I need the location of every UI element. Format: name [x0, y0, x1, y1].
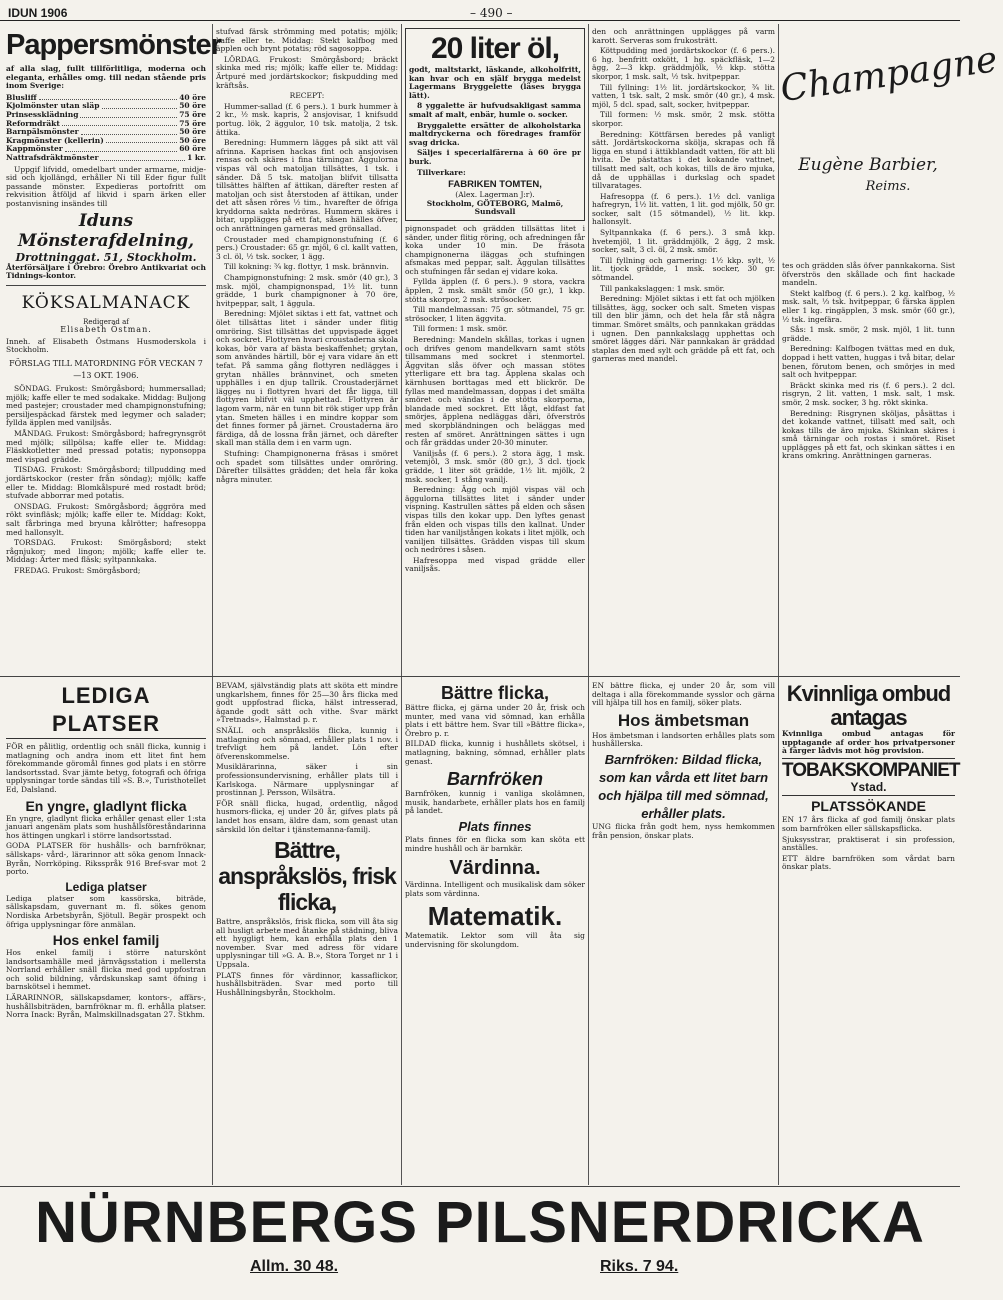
classified-ad: BILDAD flicka, kunnig i hushållets skötsel, i matlagning, bakning, sömnad, erhåller plats genast. — [405, 739, 585, 766]
column-4-paragraph: Beredning: Mjölet siktas i ett fat och mjölken tillsättes, ägg, socker och salt. Smeten vispas till den blir jämn, och det hela får stå några timmar. Smöret smälts, och pannkakan gräddas i ugnen. Den pannkakslagg upphettas och smöret lägges däri. När pannkakan är gräddad staplas den med sylt och grädde på ett fat, och garneras med mandel. — [592, 294, 775, 364]
menu-day: TORSDAG. Frukost: Smörgåsbord; stekt rågnjukor; med lingon; mjölk; kaffe eller te. Middag: Ärter med fläsk; syltpannkaka. — [6, 538, 206, 565]
editor-name: Elisabeth Östman. — [60, 325, 152, 335]
column-3-paragraph: Beredning: Ägg och mjöl vispas väl och äggulorna tillsättes litet i sänder under vispning. Kastrullen sättes på elden och såsen vispas tills den kokar upp. Den lyftes genast från elden och vispas tills den kallnat. Under tiden har vaniljstången kokats i litet mjölk, och vaniljen tillsättes. Grädden vispas till skum och nedröres i såsen. — [405, 485, 585, 555]
editor-owner: Inneh. af Elisabeth Östmans Husmoderskola i Stockholm. — [6, 336, 206, 355]
platssokande-title: PLATSSÖKANDE — [782, 795, 955, 816]
classified-ad: Bättre flicka, ej gärna under 20 år, frisk och munter, med vana vid sömnad, kan erhålla plats i ett bättre hem. Svar till »Bättre flicka», Örebro p. r. — [405, 703, 585, 738]
column-5-paragraph: Stekt kalfbog (f. 6 pers.). 2 kg. kalfbog, ½ msk. salt, ⅓ tsk. hvitpeppar, 6 färska äpplen eller 1 kg. ringäpplen, 3 msk. smör (60 gr.), ½ tsk. ingefära. — [782, 288, 955, 324]
menu-day: MÅNDAG. Frukost: Smörgåsbord; hafregrynsgröt med mjölk; sillpölsa; kaffe eller te. Middag: Fläskkotletter med pressad potatis; nyponsoppa med vispad grädde. — [6, 429, 206, 464]
column-2-paragraph: stufvad färsk strömming med potatis; mjölk; kaffe eller te. Middag: Stekt kalfbog med äpplen och brynt potatis; röd sagosoppa. — [216, 27, 398, 54]
price-item: Reformdräkt 75 öre — [6, 118, 206, 128]
column-3-paragraph: Vaniljsås (f. 6 pers.). 2 stora ägg, 1 msk. vetemjöl, 3 msk. smör (80 gr.), 3 dcl. tjock grädde, 1 liter söt grädde, 1½ lit. mjölk, 2 msk. socker, 1 stång vanilj. — [405, 448, 585, 484]
column-5 — [782, 262, 955, 674]
column-rule-6 — [401, 680, 402, 1185]
classified-ad: Barnfröken, kunnig i vanliga skolämnen, musik, handarbete, erhåller plats hos en familj på landet. — [405, 789, 585, 816]
pattern-ad-intro: af alla slag, fullt tillförlitliga, moderna och eleganta, erhålles omg. till nedan stående pris inom Sverige: — [6, 64, 206, 91]
recipe-paragraph: Beredning: Mjölet siktas i ett fat, vattnet och ölet tillsättas litet i sänder under flitig omröring. Sist tillsättas det uppvispade ägget och sockret. Flottyren hvari croustaderna skola kokas, bör vara af bästa beskaffenhet; grytan, som användes härtill, bör ej vara vidare än ett tefat. På samma gång flottyren nedlägges i grytan nhälles brännvinet, och smeten upphälles i en djup tallrik. Croustaderjärnet läggeș nu i flottyren hvari det får ligga, till flottyren blifvit väl upphettad. Flottyren är lagom varm, när en tunn bit rök stiger upp från ytan. Smeten hälles i en mindre koppar som det finnes former på järnet. Croustaderna äro färdiga, då de lossna från järnet, och därefter skall man ställa dem i en varm ugn. — [216, 309, 398, 448]
column-rule-7 — [588, 680, 589, 1185]
classified-ad: Hos ämbetsman i landsorten erhålles plats som hushållerska. — [592, 730, 775, 749]
classifieds-col-4 — [592, 682, 775, 1182]
classified-ad: GODA PLATSER för hushålls- och barnfröknar, sällskaps- vård-, lärarinnor att söka genom Innack-Byrån, Norrköping. Riksspråk 916 Bref-svar mot 2 porto. — [6, 841, 206, 877]
price-item: Prinsessklädning 75 öre — [6, 109, 206, 119]
classified-ad: PLATS finnes för värdinnor, kassaflickor, hushållsbiträden. Svar med porto till Hushållningsbyrån, Stockholm. — [216, 970, 398, 997]
column-1 — [6, 28, 221, 674]
divider — [6, 285, 206, 286]
bottom-ad-phone-left: Allm. 30 48. — [250, 1258, 339, 1275]
column-5-paragraph: Bräckt skinka med ris (f. 6 pers.). 2 dcl. risgryn, 2 lit. vatten, 1 msk. salt, 1 msk. smör, 2 msk. socker, 3 hg. rökt skinka. — [782, 380, 955, 407]
beer-ad-body: godt, maltstarkt, läskande, alkoholfritt, kan hvar och en själf brygga medelst Lagermans Bryggelette (läses brygga lätt). — [409, 65, 581, 100]
ad-heading: En yngre, gladlynt flicka — [25, 797, 187, 814]
beer-ad-text: Säljes i specerialfärerna à 60 öre pr burk. — [409, 148, 581, 166]
column-5-paragraph: Beredning: Kalfbogen tvättas med en duk, doppad i hett vatten, huggas i två bitar, delar benen, förutom benen, och smörjes in med salt och hvitpeppar. — [782, 344, 955, 380]
ad-heading: Bättre, anspråkslös, frisk flicka, — [218, 837, 396, 916]
classified-ad: Battre, anspråkslös, frisk flicka, som vill åta sig all husligt arbete med åtanke på städning, bliva ett hyggligt hem, kan erhålla plats den 1 november. Svar med adress för vidare upplysningar till »G. A. B.», Stora Torget nr 1 i Uppsala. — [216, 917, 398, 970]
lediga-platser-title: LEDIGA PLATSER — [6, 682, 206, 739]
column-3-paragraph: Fyllda äpplen (f. 6 pers.). 9 stora, vackra äpplen, 2 msk. smält smör (50 gr.), 1 kkp. stötta skorpor, 2 msk. strösocker. — [405, 277, 585, 304]
recipe-paragraph: Stufning: Champignonerna fräsas i smöret och spadet som tillsättes under omröring. Därefter tillsättes grädden; det hela får koka några minuter. — [216, 448, 398, 484]
classified-ad: Hos enkel familj i större naturskönt landsortsamhälle med järnvägsstation i mellersta Norrland erhåller snäll flicka med god uppfostran och solid bildning, vårdskunskap samt öfning i barnskötsel i hemmet. — [6, 948, 206, 992]
section-rule — [0, 676, 960, 677]
price-item: Kappmönster 60 öre — [6, 144, 206, 154]
column-2 — [216, 28, 398, 674]
beer-ad — [405, 28, 585, 221]
price-item: Kjolmönster utan släp 50 öre — [6, 101, 206, 111]
beer-ad-maker: FABRIKEN TOMTEN, — [448, 179, 542, 191]
kitchen-title: KÖKSALMANACK — [21, 292, 191, 313]
beer-ad-cities: Stockholm, GÖTEBORG, Malmö, Sundsvall — [426, 198, 564, 217]
classified-ad: Sjuksysstrar, praktiserat i sin profession, anställes. — [782, 834, 955, 853]
beer-ad-text: Bryggalette ersätter de alkoholstarka maltdryckerna och föredrages framför svag dricka. — [409, 120, 581, 147]
classified-ad: FÖR snäll flicka, hugad, ordentlig, någod husmors-flicka, ej under 20 år, gifves plats på landet hos ensam, äldre dam, som genast utan särskild lön deltar i tjänstemanna-familj. — [216, 798, 398, 834]
menu-day: TISDAG. Frukost: Smörgåsbord; tillpudding med jordärtskockor (rester från söndag); mjölk; kaffe eller te. Middag: Blomkålspuré med rostadt bröd; stufvade abborrar med potatis. — [6, 465, 206, 501]
classified-ad: En yngre, gladlynt flicka erhåller genast eller 1:sta januari angenäm plats som hushållsföreståndarinna hos ättingen ungkarl i större landsortsstad. — [6, 813, 206, 840]
tobak-title: TOBAKSKOMPANIET — [782, 759, 960, 781]
ad-heading: Matematik. — [427, 901, 563, 932]
column-4 — [592, 28, 775, 674]
column-4-paragraph: Hafresoppa (f. 6 pers.). 1½ dcl. vanliga hafregryn, 1½ lit. vatten, 1 lit. god mjölk, 50 gr. socker, salt (15 sötmandel), ½ lit. kkp. hallonsylt. — [592, 191, 775, 227]
column-rule-8 — [778, 680, 779, 1185]
column-4-paragraph: Till fyllning och garnering: 1½ kkp. sylt, ½ lit. tjock grädde, 1 msk. socker, 30 gr. sötmandel. — [592, 255, 775, 283]
recipe-paragraph: Croustader med champignonstufning (f. 6 pers.) Croustader: 65 gr. mjöl, 6 cl. kallt vatten, 3 cl. öl, ½ tsk. socker, 1 ägg. — [216, 234, 398, 261]
classified-ad: EN bättre flicka, ej under 20 år, som vill deltaga i alla förekommande sysslor och gärna vill hjälpa till hos en familj, söker plats. — [592, 681, 775, 708]
pattern-address: Drottninggat. 51, Stockholm. — [15, 250, 197, 264]
pattern-company: Iduns Mönsterafdelning, — [17, 210, 195, 251]
column-3 — [405, 28, 585, 674]
editor-label: Redigerad af — [83, 317, 129, 326]
classifieds-col-1 — [6, 682, 206, 1182]
classifieds-col-2 — [216, 682, 398, 1182]
column-4-paragraph: Köttpudding med jordärtskockor (f. 6 pers.). 6 hg. benfritt oxkött, 1 hg. späckfläsk, 1—2 ägg, 2—3 kkp. gräddmjölk, ½ kkp. stötta skorpor, 1 msk. salt, ½ tsk. hvitpeppar. — [592, 46, 775, 81]
classified-ad: Kvinnliga ombud antagas för upptagande af order hos privatpersoner à färger lådvis mot hög provision. — [782, 729, 955, 756]
champagne-word: Champagne — [777, 39, 1000, 111]
menu-day: FREDAG. Frukost: Smörgåsbord; — [14, 565, 141, 575]
classified-ad: LÄRARINNOR, sällskapsdamer, kontors-, affärs-, hushållsbiträden, barnfröknar m. fl. erhålla platser. Norra Inack: Byrån, Malmskillnadsgatan 27. Stkhm. — [6, 993, 206, 1020]
recipe-paragraph: Beredning: Hummern lägges på sikt att väl afrinna. Kaprisen hackas fint och ansjovisen rensas och skäres i fina tärningar. Äggulorna vispas väl och matoljan tillsättes, 1 tsk. i sänder. Då 5 tsk. matoljan blifvit tillsatta tillsättes hälften af ättikan, därefter resten af matoljan och sist återstoden af ättikan, under det att såsen röres ½ tim., hvarefter de öfriga kryddorna sakta nedröras. Hummern skäres i bitar, uppläggeș på ett fat, såsen hälles öfver, och anrättningen garneras med grönsallad. — [216, 138, 398, 234]
classified-ad: SNÄLL och anspråkslös flicka, kunnig i matlagning och sömnad, erhåller plats 1 nov. i trefvligt hem på landet. Lön efter öfverenskommelse. — [216, 725, 398, 761]
price-item: Nattrafsdräktmönster 1 kr. — [6, 152, 206, 162]
classified-ad: Matematik. Lektor som vill åta sig undervisning för skolungdom. — [405, 931, 585, 949]
column-3-paragraph: Hafresoppa med vispad grädde eller vaniljsås. — [405, 555, 585, 574]
menu-day: SÖNDAG. Frukost: Smörgåsbord; hummersallad; mjölk; kaffe eller te med sodakake. Middag: Buljong med pastejer; croustader med champignonstufning; persiljespäckad färstek med legymer och salader; fyllda äpplen med vaniljsås. — [6, 384, 206, 428]
column-4-paragraph: Till pankakslaggen: 1 msk. smör. — [600, 283, 725, 293]
column-4-paragraph: Till formen: ½ msk. smör, 2 msk. stötta skorpor. — [592, 110, 775, 128]
recipe-paragraph: Till kokning: ¾ kg. flottyr, 1 msk. brännvin. — [224, 262, 389, 272]
column-4-paragraph: Syltpannkaka (f. 6 pers.). 3 små kkp. hvetemjöl, 1 lit. gräddmjölk, 2 ägg, 2 msk. socker, salt, 3 cl. öl, 2 msk. smör. — [592, 228, 775, 255]
classifieds-col-3 — [405, 682, 585, 1182]
classified-ad: Lediga platser som kassörska, biträde, sällskapsdam, guvernant m. fl. sökes genom Nordiska Arbetsbyrån, Sjötull. Begär prospekt och öfriga upplysningar före anmälan. — [6, 893, 206, 929]
pattern-price-list — [6, 94, 206, 163]
classified-ad: FÖR en pålitlig, ordentlig och snäll flicka, kunnig i matlagning och andra inom ett litet fint hem förekommande göromål finnes god plats i en större landsortsstad. Svar jämte betyg, fotografi och öfriga upplysningar torde sändas till »S. B.», Turisthotellet Ed, Dalsland. — [6, 742, 206, 794]
column-3-paragraph: pignonspadet och grädden tillsättas litet i sänder, under flitig röring, och afredningen får koka under 10 min. De fräsota champignonerna iläggas och stufningen afsmakas med peppar, salt. Äggulan tillsättes och stufningen får sedan ej vidare koka. — [405, 223, 585, 276]
column-4-paragraph: Beredning: Köttfärsen beredes på vanligt sätt. Jordärtskockorna skölja, skrapas och få ligga en stund i ättikblandadt vatten, för att bli hvita. De pästattas i det kokande vattnet, tillsatt med salt, och kokas, tills de äro mjuka, då de upphällas i durkslag och spadet tillvaratages. — [592, 129, 775, 191]
page-number: – 490 – — [470, 6, 513, 20]
bottom-ad-rule — [0, 1186, 960, 1187]
champagne-maker: Eugène Barbier, — [798, 155, 938, 175]
ad-heading: Barnfröken — [446, 769, 544, 790]
ad-heading: Lediga platser — [65, 879, 147, 894]
beer-ad-text: 8 yggalette är hufvudsakligast samma smalt af malt, enbär, humle o. socker. — [409, 101, 581, 119]
column-2-paragraph: LÖRDAG. Frukost: Smörgåsbord; bräckt skinka med ris; mjölk; kaffe eller te. Middag: Ärtpuré med jordärtskockor; fiskpudding med kräftsås. — [216, 54, 398, 90]
menu-day: ONSDAG. Frukost: Smörgåsbord; äggröra med rökt svinfläsk; mjölk; kaffe eller te. Middag: Kokt, salt fårbringa med bryuna kålrötter; hafresoppa med hallonsylt. — [6, 501, 206, 537]
beer-ad-maker-sub: (Alex. Lagerman J:r). — [455, 190, 535, 200]
classified-ad: BEVAM, självständig plats att sköta ett mindre ungkarlshem, finnes för 25—30 års flicka med godt uppfostrad flicka, hälst intresserad, ägande godt sätt och vithe. Svar märkt »Tretnads», Halmstad p. r. — [216, 681, 398, 725]
champagne-city: Reims. — [865, 179, 911, 194]
price-item: Barnpälsmönster 50 öre — [6, 127, 206, 137]
ombud-ad-title: Kvinnliga ombud antagas — [786, 681, 951, 730]
header-rule — [0, 20, 960, 21]
recipe-heading: RECEPT: — [289, 91, 325, 101]
classified-ad: UNG flicka från godt hem, nyss hemkommen från pension, önskar plats. — [592, 821, 775, 840]
column-3-paragraph: Beredning: Mandeln skållas, torkas i ugnen och drifves genom mandelkvarn samt stöts tillsammans med sockret i stenmortel. Äggvitan slås öfver och massan stötes ytterligare ett bra tag. Äpplena skalas och kärnhusen borttagas med ett blickrör. De fyllas med mandelmassan, doppas i det smälta smöret och vändas i de stötta skorporna, blandade med sockret. Ett lågt, eldfast fat smörjes, äpplena nedläggas däri, öfverströs med skorpbländningen och beläggas med resten af smöret. Anrättningen sättes i ugn och får gräddas under 20-30 minuter. — [405, 335, 585, 448]
classifieds-col-5 — [782, 681, 960, 1182]
menu-title: FÖRSLAG TILL MATORDNING FÖR VECKAN 7—13 OKT. 1906. — [9, 359, 203, 381]
classified-ad: Plats finnes för en flicka som kan sköta ett mindre hushåll och är barnkär. — [405, 834, 585, 853]
ad-heading: Bättre flicka, — [440, 683, 550, 703]
running-header — [0, 0, 960, 24]
beer-ad-text: Tillverkare: — [417, 167, 466, 177]
ad-heading: Barnfröken: Bildad flicka, som kan vårda ett litet barn och hjälpa till med sömnad, erhåller plats. — [598, 751, 769, 821]
bottom-ad-title: NÜRNBERGS PILSNERDRICKA — [35, 1190, 925, 1255]
column-5-paragraph: Beredning: Risgrynen sköljas, påsättas i det kokande vattnet, tillsatt med salt, och kokas tills de äro mjuka. Skinkan skäres i små tärningar och rostas i smöret. Riset upplägges på ett fat, och skinkan sättes i en krans omkring. Anrättningen garneras. — [782, 408, 955, 461]
tobak-city: Ystad. — [850, 779, 887, 794]
beer-ad-title: 20 liter öl, — [430, 32, 560, 65]
ad-heading: Värdinna. — [449, 857, 541, 880]
pattern-ad-text: Uppgif lifvidd, omedelbart under armarne, midje- sid och kjollängd, erhåller Ni till Eder figur fullt passande mönster. Expedieras portofritt om rekvisition åtföljd af likvid i sparn ärken eller postanvisning insändes till — [6, 164, 206, 208]
ad-heading: Plats finnes — [458, 818, 532, 834]
pattern-ad-title: Pappersmönster — [6, 29, 221, 61]
column-4-paragraph: Till fyllning: 1½ lit. jordärtskockor, ¾ lit. vatten, 1 tsk. salt, 2 msk. smör (40 gr.), 4 msk. mjöl, 5 dcl. spad, salt, socker, hvitpeppar. — [592, 82, 775, 109]
pattern-resellers: Återförsäljare i Örebro: Örebro Antikvariat och Tidnings-kontor. — [6, 262, 206, 281]
column-5-paragraph: Sås: 1 msk. smör, 2 msk. mjöl, 1 lit. tunn grädde. — [782, 325, 955, 343]
classified-ad: Värdinna. Intelligent och musikalisk dam söker plats som värdinna. — [405, 880, 585, 898]
column-3-paragraph: Till formen: 1 msk. smör. — [413, 324, 508, 334]
recipe-paragraph: Hummer-sallad (f. 6 pers.). 1 burk hummer à 2 kr., ½ msk. kapris, 2 ansjovisar, 1 knifsudd portug. lök, 2 äggulor, 10 tsk. matolja, 2 tsk. ättika. — [216, 101, 398, 137]
price-item: Blusliff 40 öre — [6, 92, 206, 102]
column-4-paragraph: den och anrättningen upplägges på varm karott. Serveras som frukosträtt. — [592, 27, 775, 45]
price-item: Kragmönster (kellerin) 50 öre — [6, 135, 206, 145]
bottom-ad-phone-right: Riks. 7 94. — [600, 1258, 679, 1275]
magazine-label: IDUN 1906 — [8, 6, 68, 20]
champagne-ad — [777, 28, 1000, 258]
classified-ad: ETT äldre barnfröken som vårdat barn önskar plats. — [782, 853, 955, 872]
recipe-paragraph: Champignonstufning: 2 msk. smör (40 gr.), 3 msk. mjöl, champignonspad, 1½ lit. tunn grädde, 1 burk champignoner à 70 öre, hvitpeppar, salt, 1 äggula. — [216, 273, 398, 308]
column-3-paragraph: Till mandelmassan: 75 gr. sötmandel, 75 gr. strösocker, 1 liten äggvita. — [405, 305, 585, 323]
column-rule-5 — [212, 680, 213, 1185]
ad-heading: Hos enkel familj — [52, 932, 160, 949]
ad-heading: Hos ämbetsman — [617, 710, 750, 730]
classified-ad: Musiklärarinna, säker i sin professionsundervisning, erhåller plats till i Karlskoga. Närmare upplysningar af prostinnan J. Persson, Wilsätra. — [216, 762, 398, 798]
classified-ad: EN 17 års flicka af god familj önskar plats som barnfröken eller sällskapsflicka. — [782, 815, 955, 833]
bottom-ad — [0, 1190, 960, 1290]
column-5-paragraph: tes och grädden slås öfver pannkakorna. Sist öfverströs den skållade och fint hackade mandeln. — [782, 261, 955, 288]
